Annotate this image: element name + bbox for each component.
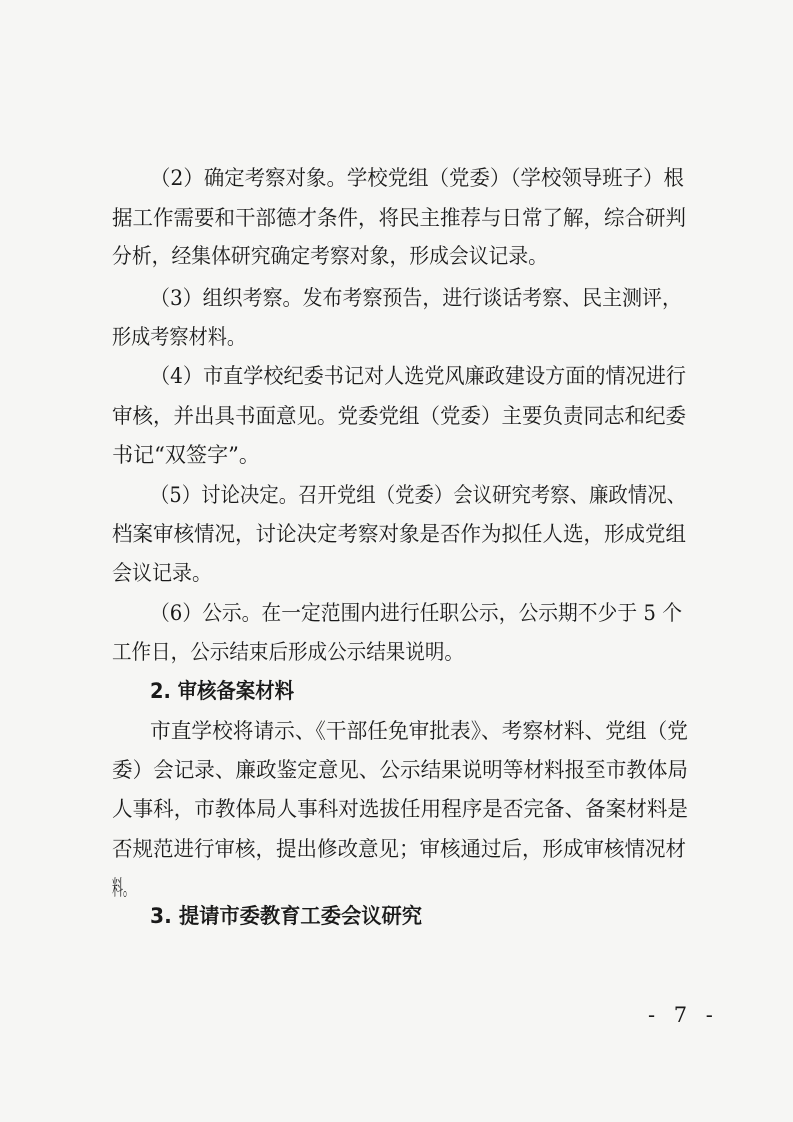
text-line xyxy=(0,750,793,790)
heading-text: 3. 提请市委教育工委会议研究 xyxy=(150,904,423,928)
text-line xyxy=(0,593,793,633)
text-line xyxy=(0,475,793,515)
line-text: 分析，经集体研究确定考察对象，形成会议记录。 xyxy=(112,244,548,268)
line-text: 形成考察材料。 xyxy=(112,325,247,349)
line-text: 档案审核情况，讨论决定考察对象是否作为拟任人选，形成党组 xyxy=(112,522,687,546)
line-text: 会议记录。 xyxy=(112,561,213,585)
text-line xyxy=(0,317,793,357)
text-line xyxy=(0,789,793,829)
line-text: 否规范进行审核，提出修改意见；审核通过后，形成审核情况材 xyxy=(112,837,687,861)
line-text: 委）会记录、廉政鉴定意见、公示结果说明等材料报至市教体局 xyxy=(112,758,689,782)
line-text: （5）讨论决定。召开党组（党委）会议研究考察、廉政情况、 xyxy=(150,483,687,507)
text-line xyxy=(0,236,793,276)
page-number: - 7 - xyxy=(648,1003,719,1027)
text-line xyxy=(0,435,793,475)
section-heading xyxy=(0,671,793,711)
line-text: （3）组织考察。发布考察预告，进行谈话考察、民主测评， xyxy=(150,286,683,310)
line-text: 审核，并出具书面意见。党委党组（党委）主要负责同志和纪委 xyxy=(112,404,687,428)
section-heading xyxy=(0,896,793,936)
line-text: 市直学校将请示、《干部任免审批表》、考察材料、党组（党 xyxy=(150,719,688,743)
line-text: （6）公示。在一定范围内进行任职公示，公示期不少于 5 个 xyxy=(150,601,683,625)
text-line xyxy=(0,198,793,238)
text-line xyxy=(0,711,793,751)
line-text: 据工作需要和干部德才条件，将民主推荐与日常了解，综合研判 xyxy=(112,206,687,230)
line-text: 料。 xyxy=(112,876,134,900)
heading-text: 2. 审核备案材料 xyxy=(150,679,294,703)
text-line xyxy=(0,829,793,869)
text-line xyxy=(0,553,793,593)
line-text: 人事科，市教体局人事科对选拔任用程序是否完备、备案材料是 xyxy=(112,797,689,821)
line-text: （4）市直学校纪委书记对人选党风廉政建设方面的情况进行 xyxy=(150,364,686,388)
line-text: 书记“双签字”。 xyxy=(112,443,261,467)
text-line xyxy=(0,396,793,436)
text-line xyxy=(0,514,793,554)
text-line xyxy=(0,278,793,318)
line-text: （2）确定考察对象。学校党组（党委）（学校领导班子）根 xyxy=(150,166,684,190)
text-line xyxy=(0,356,793,396)
text-line xyxy=(0,158,793,198)
line-text: 工作日，公示结束后形成公示结果说明。 xyxy=(112,640,464,664)
text-line xyxy=(0,632,793,672)
